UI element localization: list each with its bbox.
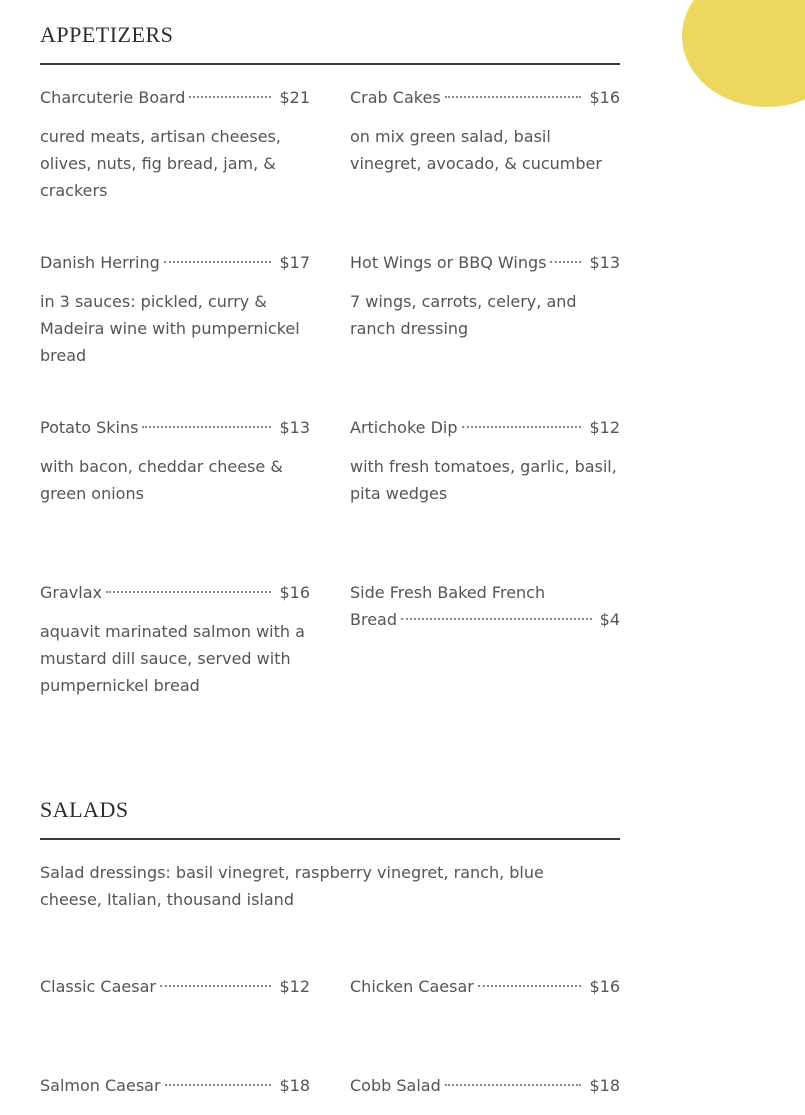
menu-item-danish-herring [40,249,310,369]
item-price: $12 [279,977,310,996]
item-name-line2: Bread [350,610,398,629]
item-name-line1: Side Fresh Baked French [350,583,546,602]
appetizers-title: APPETIZERS [40,22,174,47]
item-description: on mix green salad, basil vinegret, avocado, & cucumber [350,127,602,173]
item-price: $16 [589,88,620,107]
item-name: Salmon Caesar [40,1076,161,1095]
item-description: in 3 sauces: pickled, curry & Madeira wine with pumpernickel bread [40,292,300,365]
salad-dressings-note: Salad dressings: basil vinegret, raspberry vinegret, ranch, blue cheese, Italian, thousand island [40,863,544,909]
menu-item-hot-wings [350,249,620,342]
dot-leader [164,261,272,263]
item-price: $21 [279,88,310,107]
item-name: Hot Wings or BBQ Wings [350,253,547,272]
menu-item-artichoke-dip [350,414,620,507]
item-name: Gravlax [40,583,102,602]
dot-leader [106,591,271,593]
dot-leader [445,1084,582,1086]
dot-leader [401,618,592,620]
appetizers-divider [40,63,620,65]
item-description: cured meats, artisan cheeses, olives, nuts, fig bread, jam, & crackers [40,127,281,200]
item-name: Artichoke Dip [350,418,458,437]
salads-divider [40,838,620,840]
menu-item-classic-caesar [40,973,310,1000]
item-price: $4 [599,610,620,629]
menu-item-side-french-bread [350,579,620,633]
salads-title: SALADS [40,797,129,822]
dot-leader [142,426,271,428]
dot-leader [478,985,582,987]
menu-item-gravlax [40,579,310,699]
item-description: 7 wings, carrots, celery, and ranch dressing [350,292,577,338]
item-price: $12 [589,418,620,437]
item-price: $18 [589,1076,620,1095]
item-name: Chicken Caesar [350,977,474,996]
item-price: $13 [279,418,310,437]
menu-item-salmon-caesar [40,1072,310,1099]
item-description: aquavit marinated salmon with a mustard dill sauce, served with pumpernickel bread [40,622,305,695]
item-name: Crab Cakes [350,88,441,107]
item-price: $17 [279,253,310,272]
menu-item-charcuterie-board [40,84,310,204]
decorative-yellow-circle [682,0,805,107]
item-name: Danish Herring [40,253,160,272]
menu-item-crab-cakes [350,84,620,177]
dot-leader [550,261,581,263]
dot-leader [462,426,582,428]
item-description: with fresh tomatoes, garlic, basil, pita wedges [350,457,617,503]
item-description: with bacon, cheddar cheese & green onions [40,457,283,503]
menu-item-cobb-salad [350,1072,620,1099]
item-price: $16 [279,583,310,602]
item-name: Potato Skins [40,418,139,437]
menu-item-potato-skins [40,414,310,507]
dot-leader [165,1084,272,1086]
item-name: Charcuterie Board [40,88,186,107]
item-name: Cobb Salad [350,1076,441,1095]
menu-item-chicken-caesar [350,973,620,1000]
item-price: $16 [589,977,620,996]
item-price: $13 [589,253,620,272]
item-name: Classic Caesar [40,977,156,996]
dot-leader [160,985,271,987]
item-price: $18 [279,1076,310,1095]
dot-leader [189,96,271,98]
dot-leader [445,96,582,98]
